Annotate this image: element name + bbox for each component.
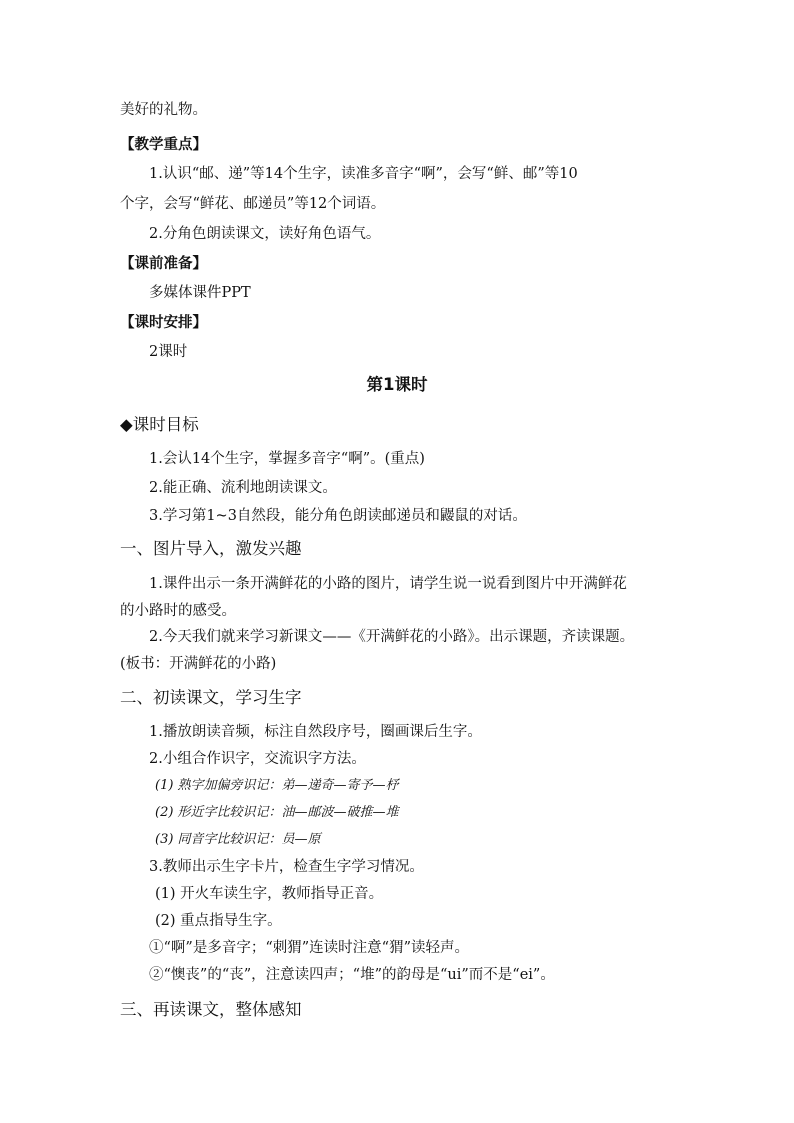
- section2-heading: 二、初读课文，学习生字: [120, 688, 302, 707]
- prep-heading: 【课前准备】: [120, 256, 207, 272]
- intro-tail-text: 美好的礼物。: [120, 102, 207, 118]
- section1-p1-line1: 1.课件出示一条开满鲜花的小路的图片，请学生说一说看到图片中开满鲜花: [149, 576, 627, 592]
- section1-p2-line1: 2.今天我们就来学习新课文——《开满鲜花的小路》。出示课题，齐读课题。: [149, 629, 635, 645]
- section2-p2: 2.小组合作识字，交流识字方法。: [149, 751, 366, 767]
- section2-sub3: (3) 同音字比较识记：员—原: [155, 832, 321, 847]
- section2-sub1: (1) 熟字加偏旁识记：弟—递奇—寄予—杼: [155, 778, 399, 793]
- section2-p3-sub1: (1) 开火车读生字，教师指导正音。: [155, 886, 384, 902]
- section3-heading: 三、再读课文，整体感知: [120, 1000, 302, 1019]
- prep-text: 多媒体课件PPT: [149, 285, 251, 301]
- schedule-text: 2课时: [149, 344, 188, 360]
- section2-p1: 1.播放朗读音频，标注自然段序号，圈画课后生字。: [149, 724, 482, 740]
- focus-item1-line1: 1.认识“邮、递”等14个生字，读准多音字“啊”，会写“鲜、邮”等10: [149, 166, 578, 182]
- schedule-heading: 【课时安排】: [120, 315, 207, 331]
- section2-p3: 3.教师出示生字卡片，检查生字学习情况。: [149, 859, 424, 875]
- section1-p2-line2: (板书：开满鲜花的小路): [120, 656, 277, 672]
- goal-item-3: 3.学习第1~3自然段，能分角色朗读邮递员和鼹鼠的对话。: [149, 508, 527, 524]
- lesson-title: 第1课时: [366, 375, 428, 394]
- section2-p3-sub2: (2) 重点指导生字。: [155, 913, 282, 929]
- section2-sub2: (2) 形近字比较识记：油—邮波—破推—堆: [155, 805, 399, 820]
- goal-item-1: 1.会认14个生字，掌握多音字“啊”。(重点): [149, 451, 425, 467]
- section1-p1-line2: 的小路时的感受。: [120, 603, 236, 619]
- focus-item2: 2.分角色朗读课文，读好角色语气。: [149, 226, 381, 242]
- section2-note1: ①“啊”是多音字；“刺猬”连读时注意“猬”读轻声。: [149, 940, 469, 956]
- focus-heading: 【教学重点】: [120, 137, 207, 153]
- focus-item1-line2: 个字，会写“鲜花、邮递员”等12个词语。: [120, 196, 386, 212]
- section2-note2: ②“懊丧”的“丧”，注意读四声；“堆”的韵母是“ui”而不是“ei”。: [149, 967, 555, 983]
- section1-heading: 一、图片导入，激发兴趣: [120, 539, 302, 558]
- goal-item-2: 2.能正确、流利地朗读课文。: [149, 480, 337, 496]
- goals-heading: ◆课时目标: [120, 415, 199, 434]
